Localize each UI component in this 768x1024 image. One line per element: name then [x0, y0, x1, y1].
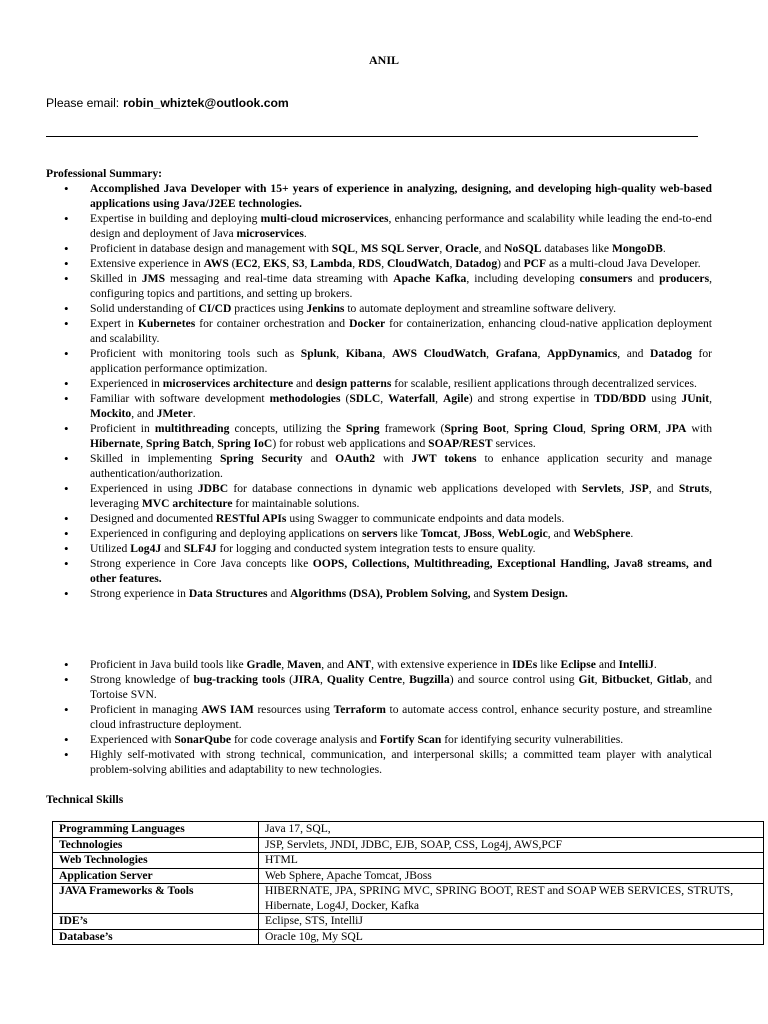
- summary-bullet: [46, 241, 712, 256]
- bullet-text: and: [470, 587, 494, 600]
- skill-category: Database’s: [53, 929, 259, 945]
- bullet-text: ,: [402, 673, 410, 686]
- summary-bullet: [46, 481, 712, 511]
- bullet-bold-text: AWS CloudWatch: [391, 347, 487, 360]
- summary-bullet-list: [46, 181, 712, 601]
- summary-bullet: [46, 391, 712, 421]
- bullet-text: ,: [281, 658, 288, 671]
- email-line: [46, 96, 289, 111]
- bullet-bold-text: PCF: [523, 257, 547, 270]
- bullet-bold-text: RDS: [357, 257, 382, 270]
- bullet-text: ,: [382, 347, 392, 360]
- bullet-text: databases like: [541, 242, 612, 255]
- bullet-text: for scalable, resilient applications through decentralized services.: [391, 377, 697, 390]
- bullet-bold-text: Spring Batch: [146, 437, 212, 450]
- bullet-bold-text: CI/CD: [198, 302, 232, 315]
- bullet-bold-text: Spring: [346, 422, 380, 435]
- bullet-text: Expertise in building and deploying: [90, 212, 261, 225]
- bullet-bold-text: JDBC: [197, 482, 229, 495]
- bullet-bold-text: Kubernetes: [137, 317, 196, 330]
- skill-category: IDE’s: [53, 914, 259, 930]
- bullet-bold-text: Datadog: [650, 347, 692, 360]
- summary-bullet: [46, 376, 712, 391]
- bullet-text: ,: [457, 527, 464, 540]
- bullet-text: ,: [352, 257, 358, 270]
- bullet-text: Experienced with: [90, 733, 175, 746]
- bullet-bold-text: JMS: [141, 272, 166, 285]
- bullet-text: for logging and conducted system integration tests to ensure quality.: [216, 542, 536, 555]
- bullet-bold-text: AWS IAM: [201, 703, 254, 716]
- bullet-text: Strong knowledge of: [90, 673, 194, 686]
- summary-bullet: [46, 556, 712, 586]
- summary-bullet: [46, 421, 712, 451]
- bullet-bold-text: Lambda: [310, 257, 353, 270]
- bullet-text: using Swagger to communicate endpoints and data models.: [286, 512, 565, 525]
- bullet-bold-text: WebLogic: [497, 527, 548, 540]
- summary-bullet: [46, 301, 712, 316]
- bullet-text: Experienced in configuring and deploying applications on: [90, 527, 363, 540]
- bullet-text: , enhancing performance and scalability while leading the end-to-end design and deployment of Java: [90, 212, 712, 240]
- skills-row: [53, 914, 764, 930]
- bullet-bold-text: multithreading: [154, 422, 230, 435]
- bullet-bold-text: IDEs: [512, 658, 538, 671]
- bullet-bold-text: Git: [578, 673, 595, 686]
- summary-bullet: [46, 271, 712, 301]
- bullet-bold-text: Agile: [443, 392, 469, 405]
- bullet-bold-text: Struts: [678, 482, 710, 495]
- bullet-bold-text: Jenkins: [306, 302, 345, 315]
- bullet-text: practices using: [231, 302, 307, 315]
- bullet-text: ,: [286, 257, 293, 270]
- bullet-bold-text: JBoss: [463, 527, 492, 540]
- summary-bullet: [46, 672, 712, 702]
- summary-bullet: [46, 526, 712, 541]
- skills-row: [53, 837, 764, 853]
- summary-bullet-list-continued: [46, 657, 712, 777]
- bullet-bold-text: Gitlab: [656, 673, 689, 686]
- bullet-text: resources using: [253, 703, 334, 716]
- skills-row: [53, 929, 764, 945]
- bullet-text: Highly self-motivated with strong technical, communication, and interpersonal skills; a committed team player with analytical problem-solving abilities and adaptability to new technologies.: [90, 748, 712, 776]
- bullet-bold-text: servers: [362, 527, 398, 540]
- bullet-bold-text: MS SQL Server: [360, 242, 440, 255]
- bullet-text: , and: [617, 347, 651, 360]
- bullet-text: ,: [140, 437, 147, 450]
- bullet-text: messaging and real-time data streaming with: [165, 272, 394, 285]
- summary-bullet: [46, 256, 712, 271]
- bullet-text: for database connections in dynamic web applications developed with: [228, 482, 582, 495]
- bullet-bold-text: System Design.: [493, 587, 568, 600]
- bullet-text: ) for robust web applications and: [272, 437, 429, 450]
- bullet-bold-text: EKS: [263, 257, 287, 270]
- bullet-text: ) and source control using: [449, 673, 579, 686]
- professional-summary-heading: Professional Summary:: [46, 167, 163, 180]
- bullet-bold-text: Mockito: [90, 407, 132, 420]
- bullet-bold-text: SOAP/REST: [428, 437, 493, 450]
- bullet-text: .: [192, 407, 196, 420]
- horizontal-divider: [46, 136, 698, 137]
- bullet-text: , and: [131, 407, 157, 420]
- bullet-bold-text: Maven: [287, 658, 322, 671]
- bullet-text: for containerization, enhancing cloud-native application deployment and scalability.: [90, 317, 713, 345]
- summary-bullet: [46, 346, 712, 376]
- bullet-bold-text: IntelliJ: [618, 658, 654, 671]
- skills-row: [53, 884, 764, 914]
- bullet-bold-text: SDLC: [349, 392, 381, 405]
- summary-bullet: [46, 181, 712, 211]
- bullet-text: ,: [257, 257, 264, 270]
- bullet-bold-text: OAuth2: [335, 452, 376, 465]
- bullet-text: to automate deployment and streamline software delivery.: [344, 302, 617, 315]
- bullet-text: Familiar with software development: [90, 392, 270, 405]
- bullet-bold-text: Spring Security: [219, 452, 303, 465]
- skill-values: JSP, Servlets, JNDI, JDBC, EJB, SOAP, CSS, Log4j, AWS,PCF: [259, 837, 764, 853]
- candidate-name: ANIL: [368, 53, 399, 67]
- bullet-text: Extensive experience in: [90, 257, 204, 270]
- bullet-text: ,: [439, 242, 446, 255]
- bullet-bold-text: WebSphere: [573, 527, 631, 540]
- bullet-text: ,: [320, 673, 327, 686]
- bullet-bold-text: Docker: [349, 317, 386, 330]
- bullet-text: , and: [648, 482, 679, 495]
- bullet-bold-text: OOPS, Collections, Multithreading, Exceptional Handling, Java8 streams, and other features.: [90, 557, 713, 585]
- bullet-bold-text: Accomplished Java Developer with 15+ years of experience in analyzing, designing, and developing high-quality web-based applications using Java/J2EE technologies.: [90, 182, 712, 210]
- bullet-bold-text: Data Structures: [188, 587, 268, 600]
- bullet-text: .: [653, 658, 657, 671]
- bullet-text: ,: [211, 437, 218, 450]
- bullet-bold-text: SQL: [331, 242, 355, 255]
- bullet-text: and: [161, 542, 184, 555]
- bullet-text: for application performance optimization.: [90, 347, 713, 375]
- bullet-bold-text: Datadog: [455, 257, 498, 270]
- bullet-text: concepts, utilizing the: [229, 422, 346, 435]
- email-address[interactable]: robin_whiztek@outlook.com: [123, 96, 289, 110]
- bullet-bold-text: Algorithms (DSA), Problem Solving,: [290, 587, 471, 600]
- bullet-bold-text: Quality Centre: [326, 673, 403, 686]
- bullet-bold-text: CloudWatch: [386, 257, 450, 270]
- bullet-text: ,: [381, 257, 387, 270]
- bullet-text: services.: [492, 437, 536, 450]
- bullet-bold-text: Bugzilla: [409, 673, 450, 686]
- bullet-bold-text: Kibana: [345, 347, 383, 360]
- bullet-bold-text: Waterfall: [388, 392, 436, 405]
- summary-bullet: [46, 702, 712, 732]
- skill-values: Oracle 10g, My SQL: [259, 929, 764, 945]
- skill-values: Web Sphere, Apache Tomcat, JBoss: [259, 868, 764, 884]
- bullet-text: , and: [547, 527, 574, 540]
- bullet-text: , and: [321, 658, 347, 671]
- summary-bullet: [46, 657, 712, 672]
- bullet-bold-text: Eclipse: [560, 658, 596, 671]
- skill-category: Technologies: [53, 837, 259, 853]
- bullet-text: Proficient in Java build tools like: [90, 658, 247, 671]
- bullet-bold-text: EC2: [235, 257, 258, 270]
- bullet-text: ,: [709, 392, 712, 405]
- bullet-bold-text: JIRA: [292, 673, 321, 686]
- bullet-text: ,: [486, 347, 496, 360]
- bullet-text: ,: [649, 673, 657, 686]
- bullet-text: Proficient in: [90, 422, 155, 435]
- bullet-text: and: [293, 377, 316, 390]
- bullet-bold-text: microservices architecture: [162, 377, 294, 390]
- technical-skills-heading: Technical Skills: [46, 793, 124, 806]
- bullet-text: framework (: [379, 422, 445, 435]
- bullet-text: using: [646, 392, 682, 405]
- technical-skills-table: [52, 821, 764, 945]
- summary-bullet: [46, 732, 712, 747]
- bullet-text: .: [630, 527, 634, 540]
- bullet-bold-text: Hibernate: [90, 437, 141, 450]
- bullet-bold-text: consumers: [579, 272, 633, 285]
- bullet-text: Proficient in database design and management with: [90, 242, 332, 255]
- skill-values: Eclipse, STS, IntelliJ: [259, 914, 764, 930]
- bullet-text: ,: [435, 392, 444, 405]
- bullet-text: and: [595, 658, 619, 671]
- bullet-text: , leveraging: [90, 482, 713, 510]
- bullet-text: like: [537, 658, 561, 671]
- bullet-text: for maintainable solutions.: [232, 497, 360, 510]
- bullet-text: ,: [380, 392, 389, 405]
- bullet-text: Experienced in using: [90, 482, 198, 495]
- bullet-bold-text: JPA: [665, 422, 687, 435]
- bullet-bold-text: Spring Cloud: [514, 422, 584, 435]
- skill-category: Application Server: [53, 868, 259, 884]
- bullet-text: .: [662, 242, 666, 255]
- bullet-text: ,: [336, 347, 346, 360]
- bullet-bold-text: Oracle: [445, 242, 479, 255]
- bullet-text: Utilized: [90, 542, 131, 555]
- summary-bullet: [46, 451, 712, 481]
- bullet-bold-text: Spring Boot: [444, 422, 507, 435]
- bullet-bold-text: Spring ORM: [591, 422, 658, 435]
- bullet-text: (: [285, 673, 293, 686]
- bullet-bold-text: methodologies: [269, 392, 341, 405]
- bullet-text: for container orchestration and: [195, 317, 350, 330]
- bullet-bold-text: Spring IoC: [217, 437, 273, 450]
- bullet-text: (: [228, 257, 236, 270]
- bullet-text: and: [302, 452, 336, 465]
- bullet-text: ,: [506, 422, 515, 435]
- bullet-text: ,: [657, 422, 666, 435]
- bullet-text: Designed and documented: [90, 512, 216, 525]
- bullet-bold-text: bug-tracking tools: [193, 673, 286, 686]
- summary-bullet: [46, 541, 712, 556]
- bullet-bold-text: Log4J: [130, 542, 162, 555]
- bullet-bold-text: SonarQube: [174, 733, 232, 746]
- bullet-text: ,: [583, 422, 592, 435]
- skill-category: Web Technologies: [53, 853, 259, 869]
- bullet-text: Strong experience in: [90, 587, 189, 600]
- bullet-bold-text: MVC architecture: [141, 497, 233, 510]
- bullet-bold-text: ANT: [346, 658, 372, 671]
- bullet-bold-text: Servlets: [581, 482, 622, 495]
- bullet-bold-text: Tomcat: [420, 527, 458, 540]
- bullet-bold-text: Fortify Scan: [379, 733, 442, 746]
- bullet-text: ,: [621, 482, 630, 495]
- summary-bullet: [46, 747, 712, 777]
- bullet-text: for identifying security vulnerabilities.: [441, 733, 624, 746]
- bullet-text: ,: [594, 673, 602, 686]
- bullet-bold-text: AWS: [203, 257, 229, 270]
- summary-bullet: [46, 316, 712, 346]
- bullet-bold-text: JWT tokens: [411, 452, 477, 465]
- skills-row: [53, 868, 764, 884]
- bullet-text: (: [340, 392, 350, 405]
- bullet-text: , configuring topics and partitions, and setting up brokers.: [90, 272, 712, 300]
- bullet-bold-text: Gradle: [246, 658, 282, 671]
- email-label: Please email:: [46, 96, 120, 110]
- bullet-text: .: [303, 227, 307, 240]
- skills-row: [53, 822, 764, 838]
- bullet-text: Proficient in managing: [90, 703, 202, 716]
- bullet-text: Skilled in: [90, 272, 142, 285]
- bullet-text: , and Tortoise SVN.: [90, 673, 713, 701]
- bullet-text: ,: [355, 242, 361, 255]
- bullet-text: Skilled in implementing: [90, 452, 220, 465]
- bullet-text: Solid understanding of: [90, 302, 199, 315]
- bullet-text: ) and strong expertise in: [468, 392, 595, 405]
- skill-values: Java 17, SQL,: [259, 822, 764, 838]
- bullet-bold-text: SLF4J: [183, 542, 217, 555]
- bullet-bold-text: RESTful APIs: [215, 512, 287, 525]
- bullet-text: ,: [449, 257, 456, 270]
- bullet-bold-text: design patterns: [315, 377, 392, 390]
- bullet-bold-text: MongoDB: [611, 242, 663, 255]
- bullet-text: and: [267, 587, 291, 600]
- bullet-text: ,: [491, 527, 498, 540]
- skills-row: [53, 853, 764, 869]
- bullet-text: and: [632, 272, 660, 285]
- bullet-text: ) and: [497, 257, 524, 270]
- bullet-text: with: [375, 452, 412, 465]
- skill-values: HIBERNATE, JPA, SPRING MVC, SPRING BOOT, REST and SOAP WEB SERVICES, STRUTS, Hibernate, Log4J, Docker, Kafka: [259, 884, 764, 914]
- bullet-text: ,: [537, 347, 548, 360]
- skill-category: Programming Languages: [53, 822, 259, 838]
- bullet-bold-text: Splunk: [300, 347, 337, 360]
- bullet-text: ,: [304, 257, 311, 270]
- summary-bullet: [46, 586, 712, 601]
- bullet-bold-text: JUnit: [681, 392, 710, 405]
- bullet-bold-text: JSP: [629, 482, 649, 495]
- bullet-bold-text: Terraform: [333, 703, 386, 716]
- bullet-text: , with extensive experience in: [371, 658, 513, 671]
- summary-bullet: [46, 511, 712, 526]
- bullet-bold-text: producers: [659, 272, 710, 285]
- bullet-bold-text: JMeter: [156, 407, 193, 420]
- bullet-bold-text: Grafana: [495, 347, 538, 360]
- bullet-text: with: [686, 422, 713, 435]
- bullet-text: Expert in: [90, 317, 138, 330]
- bullet-text: like: [397, 527, 421, 540]
- bullet-bold-text: TDD/BDD: [594, 392, 647, 405]
- skill-values: HTML: [259, 853, 764, 869]
- bullet-bold-text: Apache Kafka: [393, 272, 467, 285]
- summary-bullet: [46, 211, 712, 241]
- bullet-text: to automate access control, enhance security posture, and streamline cloud infrastructure deployment.: [90, 703, 712, 731]
- bullet-text: Strong experience in Core Java concepts like: [90, 557, 313, 570]
- bullet-text: as a multi-cloud Java Developer.: [546, 257, 701, 270]
- skill-category: JAVA Frameworks & Tools: [53, 884, 259, 914]
- bullet-text: to enhance application security and manage authentication/authorization.: [90, 452, 712, 480]
- bullet-bold-text: Bitbucket: [601, 673, 650, 686]
- bullet-text: , and: [478, 242, 505, 255]
- bullet-text: Proficient with monitoring tools such as: [90, 347, 301, 360]
- bullet-bold-text: AppDynamics: [547, 347, 618, 360]
- bullet-text: Experienced in: [90, 377, 163, 390]
- bullet-text: for code coverage analysis and: [231, 733, 380, 746]
- bullet-bold-text: microservices: [236, 227, 304, 240]
- bullet-text: , including developing: [466, 272, 580, 285]
- bullet-bold-text: NoSQL: [504, 242, 542, 255]
- bullet-bold-text: S3: [292, 257, 305, 270]
- bullet-bold-text: multi-cloud microservices: [260, 212, 389, 225]
